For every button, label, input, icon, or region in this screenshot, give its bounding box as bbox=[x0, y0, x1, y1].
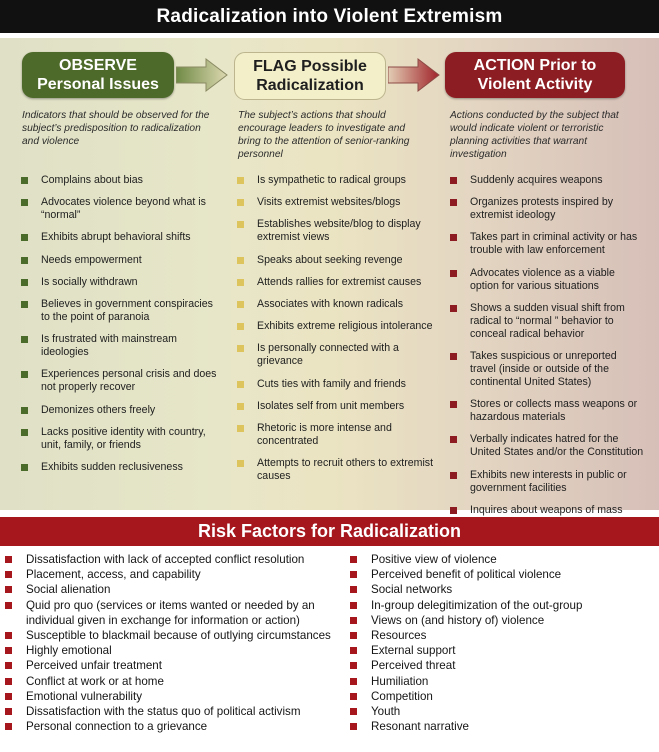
square-bullet-icon bbox=[5, 662, 12, 669]
square-bullet-icon bbox=[5, 723, 12, 730]
list-item-text: Personal connection to a grievance bbox=[26, 720, 208, 734]
list-item bbox=[350, 613, 650, 628]
square-bullet-icon bbox=[21, 301, 28, 308]
flag-title-line1: FLAG Possible bbox=[253, 58, 367, 75]
list-item-text: Exhibits new interests in public or government facilities bbox=[470, 468, 627, 494]
list-item-text: Complains about bias bbox=[41, 174, 143, 186]
list-item bbox=[20, 196, 220, 222]
list-item bbox=[236, 254, 436, 267]
list-item-text: Is frustrated with mainstream ideologies bbox=[41, 333, 177, 359]
list-item bbox=[5, 689, 335, 704]
square-bullet-icon bbox=[450, 507, 457, 514]
list-item-text: Views on (and history of) violence bbox=[371, 613, 545, 627]
list-item bbox=[350, 582, 650, 597]
square-bullet-icon bbox=[350, 571, 357, 578]
risk-factors-heading bbox=[0, 517, 659, 546]
list-item bbox=[20, 333, 220, 359]
list-item bbox=[5, 643, 335, 658]
list-item-text: Resonant narrative bbox=[371, 720, 469, 734]
square-bullet-icon bbox=[5, 678, 12, 685]
square-bullet-icon bbox=[450, 353, 457, 360]
square-bullet-icon bbox=[350, 662, 357, 669]
square-bullet-icon bbox=[350, 708, 357, 715]
list-item bbox=[449, 302, 644, 341]
list-item-text: Isolates self from unit members bbox=[257, 399, 405, 412]
square-bullet-icon bbox=[350, 632, 357, 639]
list-item-text: Susceptible to blackmail because of outlying circumstances bbox=[26, 629, 331, 643]
list-item bbox=[20, 254, 220, 267]
list-item bbox=[449, 196, 644, 222]
square-bullet-icon bbox=[21, 199, 28, 206]
action-title-line1: ACTION Prior to bbox=[473, 57, 597, 74]
list-item-text: Is personally connected with a grievance bbox=[257, 342, 399, 368]
list-item-text: Speaks about seeking revenge bbox=[257, 253, 403, 266]
list-item-text: Youth bbox=[371, 705, 401, 719]
square-bullet-icon bbox=[21, 407, 28, 414]
list-item bbox=[449, 267, 644, 293]
list-item-text: Perceived benefit of political violence bbox=[371, 568, 562, 582]
list-item bbox=[449, 350, 644, 389]
list-item-text: Shows a sudden visual shift from radical to “normal ” behavior to conceal radical behavior bbox=[470, 301, 625, 340]
list-item bbox=[20, 404, 220, 417]
risk-factors-list-left bbox=[5, 552, 335, 734]
list-item-text: Humiliation bbox=[371, 674, 429, 688]
list-item-text: Resources bbox=[371, 629, 427, 643]
list-item-text: Advocates violence beyond what is “normal” bbox=[41, 196, 206, 222]
list-item-text: Exhibits extreme religious intolerance bbox=[257, 320, 433, 333]
list-item-text: Inquires about weapons of mass bbox=[470, 503, 623, 516]
list-item-text: Takes suspicious or unreported travel (inside or outside of the continental United States) bbox=[470, 349, 617, 388]
list-item-text: Dissatisfaction with lack of accepted conflict resolution bbox=[26, 553, 305, 566]
square-bullet-icon bbox=[350, 693, 357, 700]
list-item bbox=[20, 461, 220, 474]
list-item bbox=[350, 628, 650, 643]
square-bullet-icon bbox=[237, 279, 244, 286]
list-item-text: Emotional vulnerability bbox=[26, 689, 142, 703]
flag-indicator-list bbox=[236, 174, 436, 492]
list-item-text: Stores or collects mass weapons or hazardous materials bbox=[470, 398, 638, 424]
list-item-text: Rhetoric is more intense and concentrated bbox=[257, 421, 392, 447]
observe-intro: Indicators that should be observed for the subject’s predisposition to radicalization and violence bbox=[22, 110, 210, 147]
list-item-text: Placement, access, and capability bbox=[26, 568, 201, 582]
square-bullet-icon bbox=[21, 464, 28, 471]
list-item bbox=[20, 426, 220, 452]
list-item-text: Takes part in criminal activity or has trouble with law enforcement bbox=[470, 231, 638, 257]
radicalization-stages-panel bbox=[0, 38, 659, 516]
square-bullet-icon bbox=[237, 403, 244, 410]
list-item bbox=[449, 433, 644, 459]
list-item-text: Social networks bbox=[371, 583, 453, 597]
action-title-line2: Violent Activity bbox=[477, 76, 593, 93]
list-item bbox=[449, 469, 644, 495]
square-bullet-icon bbox=[21, 177, 28, 184]
right-arrow-icon bbox=[176, 58, 228, 92]
page-title bbox=[0, 0, 659, 33]
observe-title-line1: OBSERVE bbox=[59, 57, 137, 74]
square-bullet-icon bbox=[5, 556, 12, 563]
list-item-text: Demonizes others freely bbox=[41, 403, 156, 416]
list-item bbox=[236, 320, 436, 333]
list-item-text: Believes in government conspiracies to the point of paranoia bbox=[41, 297, 213, 323]
square-bullet-icon bbox=[450, 305, 457, 312]
action-indicator-list bbox=[449, 174, 644, 539]
list-item bbox=[236, 196, 436, 209]
list-item-text: Quid pro quo (services or items wanted or needed by an individual given in exchange for information or action) bbox=[26, 598, 315, 627]
list-item bbox=[20, 231, 220, 244]
square-bullet-icon bbox=[237, 345, 244, 352]
list-item-text: In-group delegitimization of the out-group bbox=[371, 598, 583, 612]
square-bullet-icon bbox=[5, 632, 12, 639]
list-item-text: Visits extremist websites/blogs bbox=[257, 196, 401, 209]
square-bullet-icon bbox=[450, 199, 457, 206]
square-bullet-icon bbox=[5, 708, 12, 715]
square-bullet-icon bbox=[450, 270, 457, 277]
list-item-text: Associates with known radicals bbox=[257, 297, 404, 310]
list-item bbox=[350, 567, 650, 582]
flag-title-line2: Radicalization bbox=[256, 77, 364, 94]
square-bullet-icon bbox=[5, 602, 12, 609]
square-bullet-icon bbox=[237, 323, 244, 330]
square-bullet-icon bbox=[5, 586, 12, 593]
square-bullet-icon bbox=[237, 257, 244, 264]
list-item-text: Lacks positive identity with country, unit, family, or friends bbox=[41, 425, 206, 451]
list-item-text: Conflict at work or at home bbox=[26, 674, 164, 688]
list-item bbox=[20, 276, 220, 289]
square-bullet-icon bbox=[450, 177, 457, 184]
square-bullet-icon bbox=[237, 301, 244, 308]
list-item bbox=[350, 643, 650, 658]
page-title-text: Radicalization into Violent Extremism bbox=[156, 5, 503, 27]
list-item bbox=[350, 674, 650, 689]
square-bullet-icon bbox=[21, 371, 28, 378]
list-item bbox=[5, 674, 335, 689]
list-item bbox=[5, 567, 335, 582]
square-bullet-icon bbox=[350, 678, 357, 685]
list-item-text: Establishes website/blog to display extremist views bbox=[257, 218, 421, 244]
list-item bbox=[236, 342, 436, 368]
list-item bbox=[5, 704, 335, 719]
list-item bbox=[236, 378, 436, 391]
list-item-text: Perceived unfair treatment bbox=[26, 659, 162, 673]
list-item bbox=[236, 174, 436, 187]
list-item bbox=[236, 218, 436, 244]
list-item-text: Verbally indicates hatred for the United States and/or the Constitution bbox=[470, 433, 644, 459]
list-item-text: Is socially withdrawn bbox=[41, 275, 138, 288]
observe-stage-header bbox=[22, 52, 174, 98]
list-item bbox=[236, 457, 436, 483]
list-item bbox=[236, 298, 436, 311]
list-item bbox=[350, 704, 650, 719]
action-stage-header bbox=[445, 52, 625, 98]
list-item bbox=[20, 368, 220, 394]
list-item bbox=[20, 298, 220, 324]
list-item bbox=[449, 398, 644, 424]
list-item-text: Experiences personal crisis and does not properly recover bbox=[41, 368, 217, 394]
square-bullet-icon bbox=[237, 199, 244, 206]
square-bullet-icon bbox=[350, 602, 357, 609]
list-item bbox=[350, 598, 650, 613]
list-item bbox=[5, 552, 335, 567]
risk-factors-list-right bbox=[350, 552, 650, 734]
list-item-text: Exhibits sudden reclusiveness bbox=[41, 460, 183, 473]
list-item bbox=[350, 719, 650, 734]
square-bullet-icon bbox=[350, 723, 357, 730]
list-item-text: Suddenly acquires weapons bbox=[470, 174, 603, 186]
risk-factors-heading-text: Risk Factors for Radicalization bbox=[197, 521, 462, 541]
square-bullet-icon bbox=[5, 647, 12, 654]
square-bullet-icon bbox=[350, 617, 357, 624]
square-bullet-icon bbox=[21, 336, 28, 343]
square-bullet-icon bbox=[237, 381, 244, 388]
square-bullet-icon bbox=[21, 257, 28, 264]
square-bullet-icon bbox=[350, 556, 357, 563]
list-item-text: Attempts to recruit others to extremist causes bbox=[257, 457, 434, 483]
list-item-text: Positive view of violence bbox=[371, 553, 497, 566]
list-item-text: Competition bbox=[371, 689, 433, 703]
list-item-text: Attends rallies for extremist causes bbox=[257, 275, 422, 288]
square-bullet-icon bbox=[21, 234, 28, 241]
list-item-text: Social alienation bbox=[26, 583, 111, 597]
list-item bbox=[236, 276, 436, 289]
square-bullet-icon bbox=[350, 586, 357, 593]
list-item bbox=[5, 658, 335, 673]
flag-stage-header bbox=[234, 52, 386, 100]
list-item-text: Needs empowerment bbox=[41, 253, 142, 266]
list-item bbox=[236, 422, 436, 448]
list-item-text: Exhibits abrupt behavioral shifts bbox=[41, 231, 191, 244]
square-bullet-icon bbox=[450, 436, 457, 443]
observe-indicator-list bbox=[20, 174, 220, 483]
action-intro: Actions conducted by the subject that would indicate violent or terroristic planning activities that warrant investigation bbox=[450, 110, 619, 160]
list-item bbox=[20, 174, 220, 187]
square-bullet-icon bbox=[5, 571, 12, 578]
list-item-text: Organizes protests inspired by extremist ideology bbox=[470, 196, 614, 222]
square-bullet-icon bbox=[450, 234, 457, 241]
list-item bbox=[5, 598, 335, 628]
square-bullet-icon bbox=[237, 177, 244, 184]
square-bullet-icon bbox=[5, 693, 12, 700]
list-item-text: Perceived threat bbox=[371, 659, 456, 673]
list-item-text: External support bbox=[371, 644, 456, 658]
square-bullet-icon bbox=[450, 401, 457, 408]
list-item-text: Dissatisfaction with the status quo of political activism bbox=[26, 705, 301, 719]
list-item-text: Advocates violence as a viable option for various situations bbox=[470, 266, 615, 292]
right-arrow-icon bbox=[388, 58, 440, 92]
list-item bbox=[5, 628, 335, 643]
square-bullet-icon bbox=[21, 429, 28, 436]
square-bullet-icon bbox=[450, 472, 457, 479]
flag-intro: The subject’s actions that should encourage leaders to investigate and bring to the attention of senior-ranking personnel bbox=[238, 110, 410, 160]
square-bullet-icon bbox=[237, 425, 244, 432]
list-item-text: Cuts ties with family and friends bbox=[257, 377, 406, 390]
list-item bbox=[350, 658, 650, 673]
list-item bbox=[449, 174, 644, 187]
list-item bbox=[5, 719, 335, 734]
square-bullet-icon bbox=[237, 460, 244, 467]
list-item bbox=[350, 689, 650, 704]
square-bullet-icon bbox=[350, 647, 357, 654]
list-item bbox=[5, 582, 335, 597]
list-item bbox=[236, 400, 436, 413]
square-bullet-icon bbox=[21, 279, 28, 286]
square-bullet-icon bbox=[237, 221, 244, 228]
list-item bbox=[449, 231, 644, 257]
list-item-text: Is sympathetic to radical groups bbox=[257, 174, 406, 186]
observe-title-line2: Personal Issues bbox=[37, 76, 159, 93]
list-item bbox=[350, 552, 650, 567]
list-item-text: Highly emotional bbox=[26, 644, 112, 658]
